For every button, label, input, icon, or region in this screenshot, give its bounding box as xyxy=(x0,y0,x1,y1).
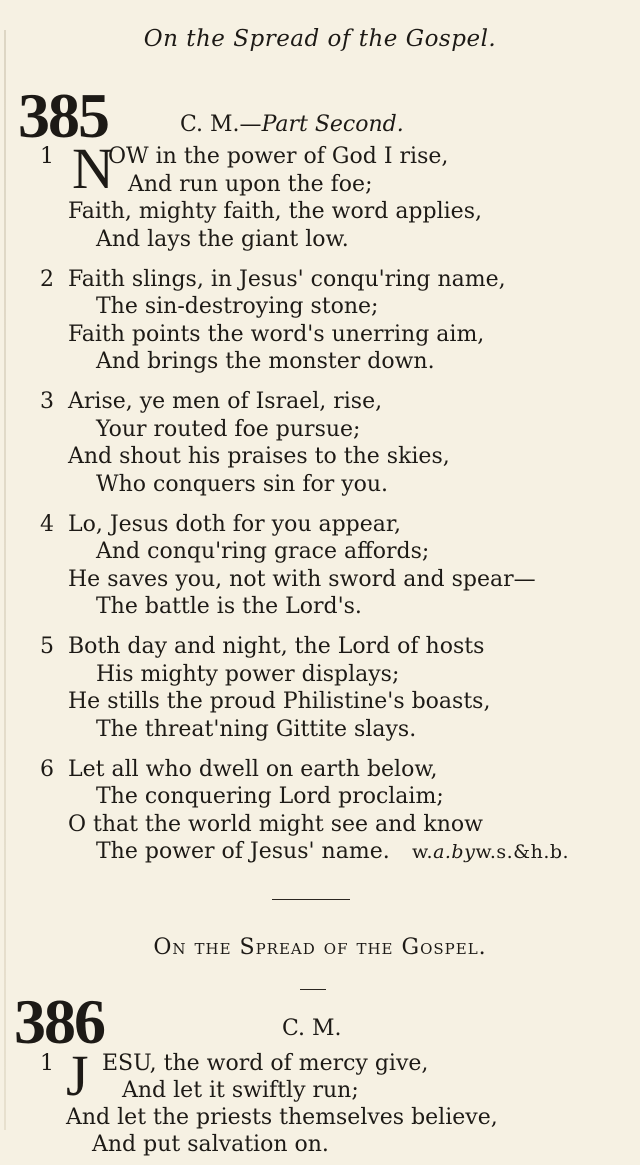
hymn-number-385: 385 xyxy=(18,80,108,151)
hymn-line: Faith points the word's unerring aim, xyxy=(68,321,485,347)
hymn-line: Lo, Jesus doth for you appear, xyxy=(68,511,401,537)
attribution-italic: a.by xyxy=(433,841,476,863)
running-head: On the Spread of the Gospel. xyxy=(143,26,497,52)
hymn-line: And shout his praises to the skies, xyxy=(68,444,450,469)
hymn-line: And brings the monster down. xyxy=(96,349,435,374)
part-label: Part Second. xyxy=(261,112,404,137)
stanza-number: 1 xyxy=(40,144,54,169)
hymn-385-meter xyxy=(180,112,404,137)
drop-cap: N xyxy=(72,136,114,201)
hymn-line: The sin-destroying stone; xyxy=(96,294,379,319)
hymn-line: The threat'ning Gittite slays. xyxy=(96,716,417,742)
hymn-line: The conquering Lord proclaim; xyxy=(96,784,444,809)
divider-rule xyxy=(272,899,350,900)
hymn-line: The power of Jesus' name. xyxy=(96,839,390,864)
hymn-number-386: 386 xyxy=(14,986,104,1057)
hymn-line: Both day and night, the Lord of hosts xyxy=(68,634,485,659)
stanza-number: 6 xyxy=(40,756,54,782)
hymn-line: Your routed foe pursue; xyxy=(96,416,361,442)
hymn-line: Arise, ye men of Israel, rise, xyxy=(68,389,383,414)
hymn-386-meter: C. M. xyxy=(282,1016,342,1041)
attribution xyxy=(412,843,569,862)
hymn-line: He stills the proud Philistine's boasts, xyxy=(68,689,491,714)
attribution-post: w.s.&h.b. xyxy=(475,841,570,863)
hymn-line: His mighty power displays; xyxy=(96,661,400,687)
hymn-line: OW in the power of God I rise, xyxy=(108,144,449,169)
stanza-number: 5 xyxy=(40,634,54,659)
meter-label: C. M.— xyxy=(180,112,262,137)
hymn-line: ESU, the word of mercy give, xyxy=(102,1051,429,1076)
short-rule xyxy=(300,989,326,990)
drop-cap: J xyxy=(66,1043,89,1108)
attribution-pre: w. xyxy=(412,841,434,863)
hymn-line: Faith, mighty faith, the word applies, xyxy=(68,199,482,224)
stanza-number: 4 xyxy=(40,511,54,537)
page-edge xyxy=(4,30,6,1130)
hymn-line: And conqu'ring grace affords; xyxy=(96,539,430,564)
section-title: On the Spread of the Gospel. xyxy=(153,935,487,960)
stanza-number: 3 xyxy=(40,389,54,414)
hymn-line: And lays the giant low. xyxy=(96,226,349,252)
stanza-number: 1 xyxy=(40,1051,54,1076)
hymn-line: And let the priests themselves believe, xyxy=(66,1105,498,1130)
stanza-number: 2 xyxy=(40,266,54,292)
hymn-line: The battle is the Lord's. xyxy=(96,594,362,619)
hymn-line: And let it swiftly run; xyxy=(122,1078,359,1103)
hymn-line: Faith slings, in Jesus' conqu'ring name, xyxy=(68,266,506,292)
hymn-line: Let all who dwell on earth below, xyxy=(68,756,438,782)
hymn-line: Who conquers sin for you. xyxy=(96,471,389,497)
hymn-line: And put salvation on. xyxy=(92,1132,329,1157)
hymn-line: He saves you, not with sword and spear— xyxy=(68,566,536,592)
hymn-line: O that the world might see and know xyxy=(68,811,483,837)
hymn-line: And run upon the foe; xyxy=(128,171,373,197)
